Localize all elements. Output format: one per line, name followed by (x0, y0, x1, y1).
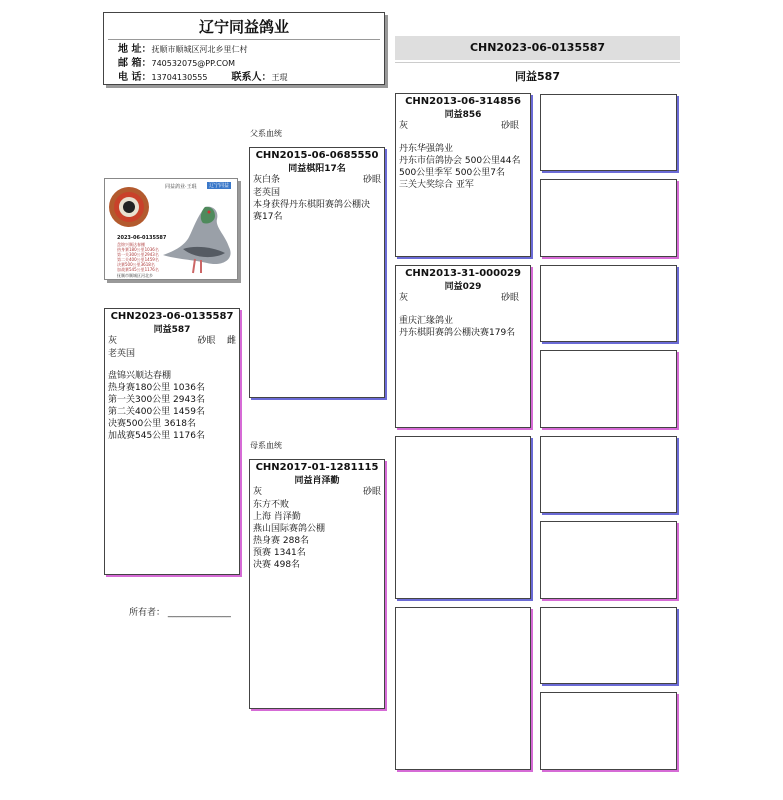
subject-line: 加战赛545公里 1176名 (108, 431, 205, 441)
subject-card (104, 308, 240, 575)
sire-sire-ring: CHN2013-06-314856 (405, 96, 521, 107)
header-divider (395, 62, 680, 63)
photo-footer: 抚顺市顺城区河北乡 (117, 273, 153, 278)
header-name: 同益587 (515, 70, 560, 83)
dam-eye: 砂眼 (362, 487, 381, 497)
sire-dam-ring: CHN2013-31-000029 (405, 268, 521, 279)
sire-color: 灰白条 (253, 175, 281, 185)
sire-line: 老英国 (253, 188, 281, 198)
photo-results (117, 242, 159, 272)
photo-badge: 辽宁同益 (209, 183, 230, 189)
subject-eye: 砂眼 (197, 336, 216, 346)
dam-dam-card (395, 607, 531, 770)
sire-dam-line (396, 305, 530, 315)
subject-line: 第一关300公里 2943名 (108, 395, 205, 405)
sire-sire-line: 丹东华强鸽业 (399, 144, 454, 154)
phone-label: 电 话： (118, 72, 152, 83)
header-ring: CHN2023-06-0135587 (469, 41, 606, 54)
subject-color: 灰 (108, 336, 118, 346)
sire-sire-line (396, 133, 530, 143)
photo-result-line: 盘锦兴顺达春棚 (117, 242, 145, 247)
great-grandparent-card-8 (540, 692, 677, 770)
pigeon-eye-image (108, 186, 150, 228)
dam-line: 上海 肖泽勤 (253, 512, 301, 522)
dam-line: 燕山国际赛鸽公棚 (253, 524, 326, 534)
dam-line: 预赛 1341名 (253, 548, 306, 558)
dam-line: 东方不败 (253, 500, 290, 510)
sire-dam-name: 同益029 (444, 282, 482, 292)
subject-ring: CHN2023-06-0135587 (110, 311, 234, 322)
dam-line: 决赛 498名 (253, 560, 301, 570)
photo-ring: 2023-06-0135587 (117, 235, 167, 241)
pigeon-bird-image (155, 197, 238, 277)
dam-ring: CHN2017-01-1281115 (255, 462, 379, 473)
great-grandparent-card-7 (540, 607, 677, 684)
sire-sire-eye: 砂眼 (500, 121, 519, 131)
subject-line: 决赛500公里 3618名 (108, 419, 196, 429)
photo-top-label: 同益鸽业·王琨 (165, 184, 197, 190)
subject-line: 热身赛180公里 1036名 (108, 383, 205, 393)
subject-line (105, 360, 239, 370)
email-label: 邮 箱： (118, 58, 152, 69)
sire-sire-line: 丹东市信鸽协会 500公里44名 (399, 156, 521, 166)
dam-sire-card (395, 436, 531, 599)
subject-name: 同益587 (153, 325, 191, 335)
sire-dam-color: 灰 (399, 293, 409, 303)
sire-dam-line: 重庆汇缘鸽业 (399, 316, 454, 326)
photo-result-line: 第二关400公里1459名 (117, 257, 159, 262)
dam-card (249, 459, 385, 709)
loft-name: 辽宁同益鸽业 (198, 18, 289, 36)
owner-label: 所有者： (129, 608, 166, 618)
sire-sire-color: 灰 (399, 121, 409, 131)
email-value: 740532075@PP.COM (151, 59, 236, 68)
photo-result-line: 第一关300公里2943名 (117, 252, 159, 257)
sire-dam-card (395, 265, 531, 428)
great-grandparent-card-1 (540, 94, 677, 171)
sire-eye: 砂眼 (362, 175, 381, 185)
sire-card (249, 147, 385, 398)
sire-sire-card (395, 93, 531, 257)
address-label: 地 址： (118, 44, 152, 55)
sire-sire-line: 500公里季军 500公里7名 (399, 168, 505, 178)
sire-sire-line: 三关大奖综合 亚军 (399, 180, 474, 190)
photo-result-line: 加战赛545公里1176名 (117, 267, 159, 272)
sire-dam-line: 丹东棋阳赛鸽公棚决赛179名 (399, 328, 516, 338)
pigeon-photo (104, 178, 238, 280)
owner-blank: ______________ (167, 608, 231, 618)
dam-section-label: 母系血统 (250, 441, 282, 450)
sire-ring: CHN2015-06-0685550 (255, 150, 379, 161)
contact-value: 王琨 (271, 73, 288, 82)
great-grandparent-card-5 (540, 436, 677, 513)
dam-name: 同益肖泽勤 (294, 476, 340, 486)
subject-line: 老英国 (108, 349, 136, 359)
sire-section-label: 父系血统 (250, 129, 282, 138)
contact-label: 联系人： (231, 72, 272, 83)
phone-value: 13704130555 (151, 73, 208, 82)
subject-line: 第二关400公里 1459名 (108, 407, 205, 417)
sire-line: 赛17名 (253, 212, 283, 222)
sire-dam-eye: 砂眼 (500, 293, 519, 303)
photo-result-line: 热身赛180公里1036名 (117, 247, 159, 252)
dam-color: 灰 (253, 487, 263, 497)
sire-name: 同益棋阳17名 (288, 164, 346, 174)
address-value: 抚顺市顺城区河北乡里仁村 (151, 45, 248, 54)
great-grandparent-card-2 (540, 179, 677, 257)
subject-line: 盘锦兴顺达春棚 (108, 371, 172, 381)
great-grandparent-card-4 (540, 350, 677, 428)
great-grandparent-card-6 (540, 521, 677, 599)
sire-line: 本身获得丹东棋阳赛鸽公棚决 (253, 200, 371, 210)
subject-sex: 雌 (226, 336, 236, 346)
great-grandparent-card-3 (540, 265, 677, 342)
sire-sire-name: 同益856 (444, 110, 482, 120)
dam-line: 热身赛 288名 (253, 536, 310, 546)
loft-info-box (103, 12, 385, 85)
photo-result-line: 决赛500公里3618名 (117, 262, 155, 267)
